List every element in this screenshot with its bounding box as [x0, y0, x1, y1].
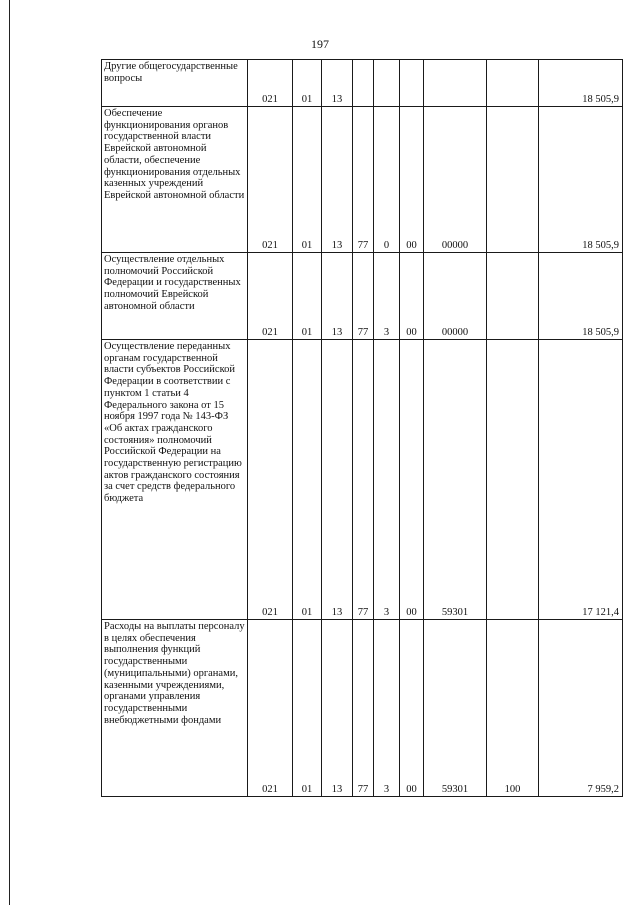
target-code-direction: 00000	[424, 107, 487, 253]
target-code-program: 77	[353, 620, 374, 797]
amount: 18 505,9	[539, 107, 623, 253]
target-code-main: 00	[400, 340, 424, 620]
target-code-direction: 59301	[424, 620, 487, 797]
grbs-code: 021	[248, 253, 293, 340]
target-code-direction: 59301	[424, 340, 487, 620]
target-code-program: 77	[353, 340, 374, 620]
row-name: Обеспечение функционирования органов государственной власти Еврейской автономной области, обеспечение функционирования отдельных казенных учреждений Еврейской автономной области	[102, 107, 248, 253]
target-code-subprogram: 3	[374, 340, 400, 620]
target-code-main	[400, 60, 424, 107]
expense-type-code: 100	[487, 620, 539, 797]
amount: 18 505,9	[539, 60, 623, 107]
grbs-code: 021	[248, 620, 293, 797]
row-name: Другие общегосударственные вопросы	[102, 60, 248, 107]
grbs-code: 021	[248, 340, 293, 620]
target-code-subprogram: 3	[374, 620, 400, 797]
table-row	[102, 107, 623, 253]
section-code: 01	[293, 60, 322, 107]
row-name: Осуществление отдельных полномочий Российской Федерации и государственных полномочий Еврейской автономной области	[102, 253, 248, 340]
budget-table	[101, 59, 623, 797]
expense-type-code	[487, 253, 539, 340]
target-code-program	[353, 60, 374, 107]
subsection-code: 13	[322, 340, 353, 620]
amount: 7 959,2	[539, 620, 623, 797]
table-row	[102, 620, 623, 797]
target-code-direction: 00000	[424, 253, 487, 340]
row-name: Осуществление переданных органам государственной власти субъектов Российской Федерации в соответствии с пунктом 1 статьи 4 Федерального закона от 15 ноября 1997 года № 143-ФЗ «Об актах гражданского состояния» полномочий Российской Федерации на государственную регистрацию актов гражданского состояния за счет средств федерального бюджета	[102, 340, 248, 620]
section-code: 01	[293, 340, 322, 620]
grbs-code: 021	[248, 107, 293, 253]
target-code-main: 00	[400, 620, 424, 797]
target-code-program: 77	[353, 107, 374, 253]
target-code-main: 00	[400, 253, 424, 340]
target-code-subprogram	[374, 60, 400, 107]
subsection-code: 13	[322, 107, 353, 253]
section-code: 01	[293, 253, 322, 340]
table-row	[102, 253, 623, 340]
expense-type-code	[487, 340, 539, 620]
target-code-program: 77	[353, 253, 374, 340]
section-code: 01	[293, 107, 322, 253]
subsection-code: 13	[322, 253, 353, 340]
table-row	[102, 340, 623, 620]
row-name: Расходы на выплаты персоналу в целях обеспечения выполнения функций государственными (муниципальными) органами, казенными учреждениями, органами управления государственными внебюджетными фондами	[102, 620, 248, 797]
amount: 17 121,4	[539, 340, 623, 620]
page-number: 197	[311, 37, 329, 51]
section-code: 01	[293, 620, 322, 797]
target-code-subprogram: 0	[374, 107, 400, 253]
table-row	[102, 60, 623, 107]
amount: 18 505,9	[539, 253, 623, 340]
expense-type-code	[487, 60, 539, 107]
target-code-direction	[424, 60, 487, 107]
expense-type-code	[487, 107, 539, 253]
subsection-code: 13	[322, 620, 353, 797]
grbs-code: 021	[248, 60, 293, 107]
left-margin-rule	[9, 0, 10, 905]
target-code-main: 00	[400, 107, 424, 253]
subsection-code: 13	[322, 60, 353, 107]
target-code-subprogram: 3	[374, 253, 400, 340]
